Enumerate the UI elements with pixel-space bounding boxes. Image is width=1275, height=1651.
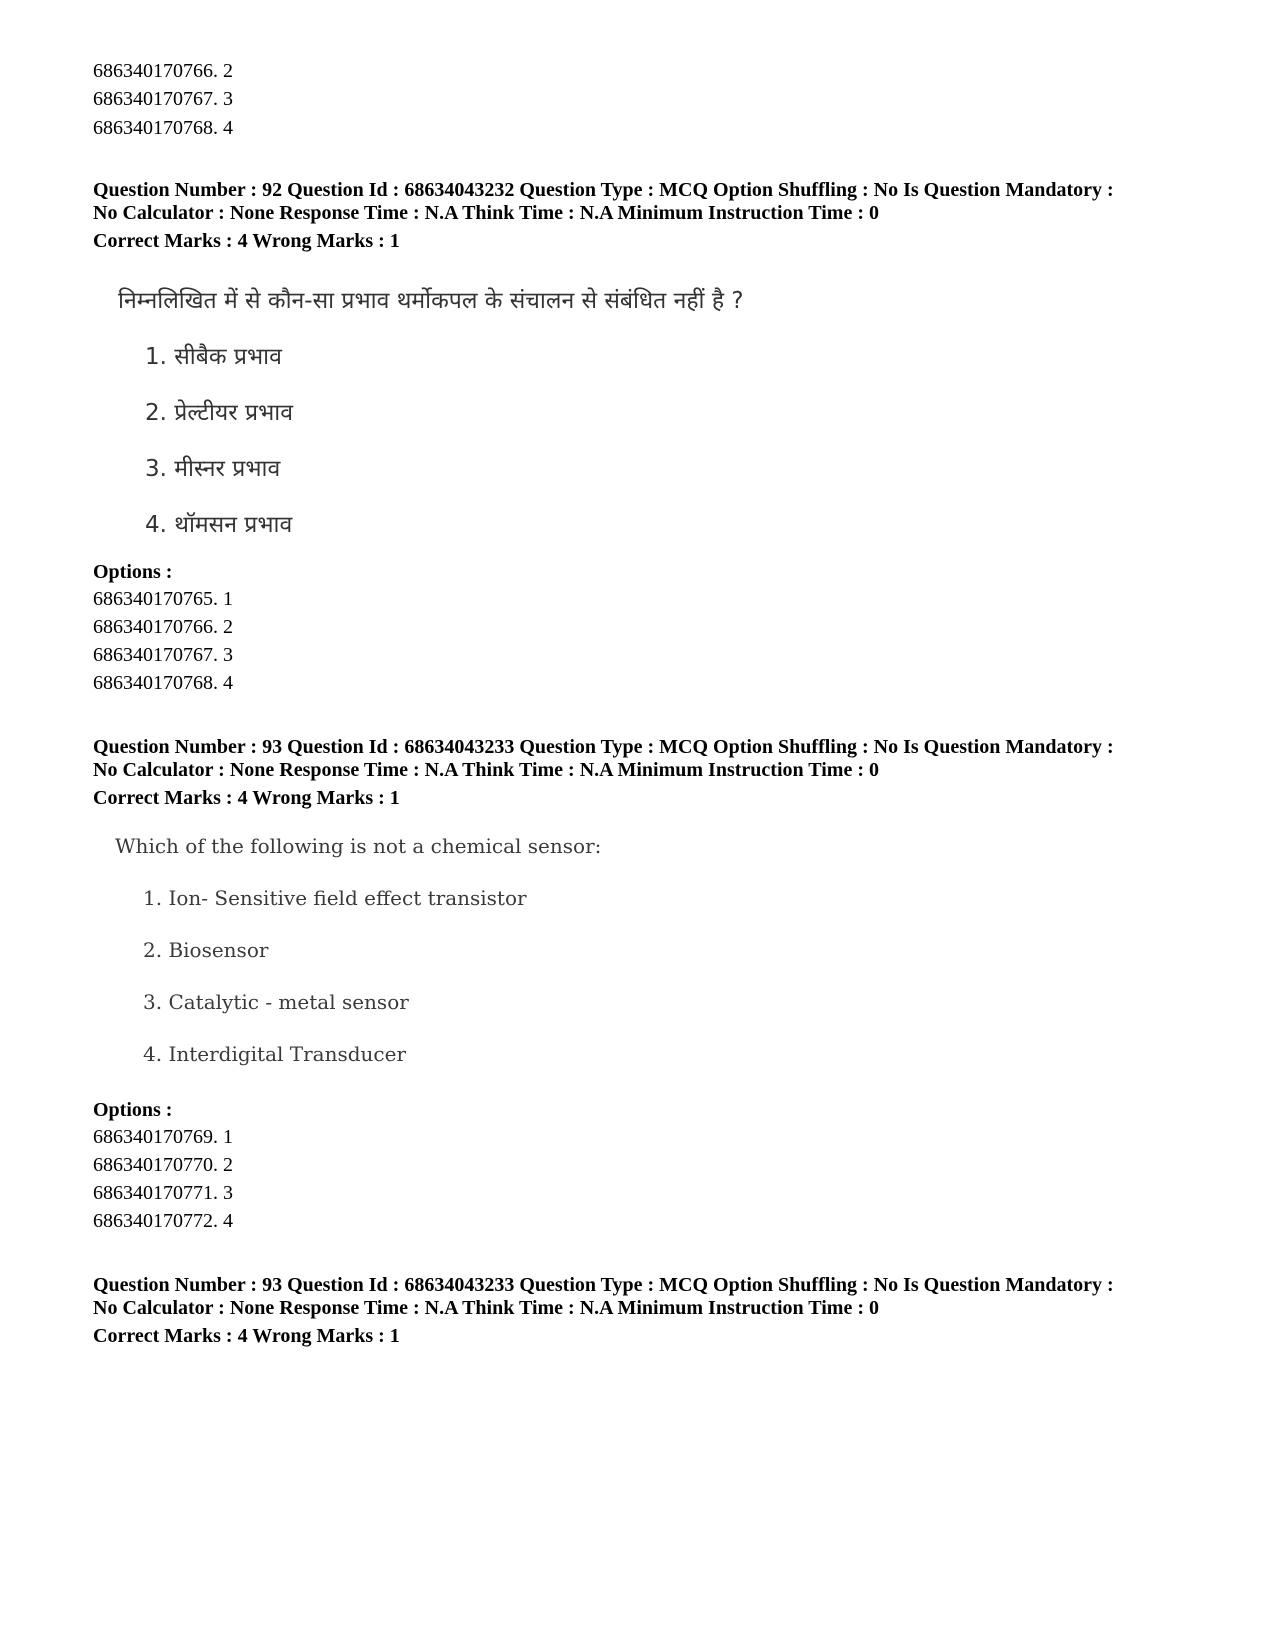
choice-item: 3. मीस्नर प्रभाव: [145, 456, 281, 482]
question-header-line2: No Calculator : None Response Time : N.A Think Time : N.A Minimum Instruction Time : 0: [93, 759, 879, 781]
option-line: 686340170769. 1: [93, 1126, 233, 1148]
question-marks: Correct Marks : 4 Wrong Marks : 1: [93, 1325, 400, 1347]
question-header-line1: Question Number : 92 Question Id : 68634043232 Question Type : MCQ Option Shuffling : No Is Question Mandatory :: [93, 179, 1114, 201]
question-header-line2: No Calculator : None Response Time : N.A Think Time : N.A Minimum Instruction Time : 0: [93, 1297, 879, 1319]
choice-item: 1. Ion- Sensitive field effect transistor: [143, 886, 527, 910]
option-line: 686340170765. 1: [93, 588, 233, 610]
question-marks: Correct Marks : 4 Wrong Marks : 1: [93, 230, 400, 252]
question-text: निम्नलिखित में से कौन-सा प्रभाव थर्मोकपल के संचालन से संबंधित नहीं है ?: [118, 288, 744, 314]
options-label: Options :: [93, 561, 173, 583]
choice-item: 2. प्रेल्टीयर प्रभाव: [145, 400, 293, 426]
option-line: 686340170766. 2: [93, 616, 233, 638]
option-line: 686340170766. 2: [93, 60, 233, 82]
option-line: 686340170767. 3: [93, 644, 233, 666]
option-line: 686340170772. 4: [93, 1210, 233, 1232]
option-line: 686340170768. 4: [93, 672, 233, 694]
choice-item: 2. Biosensor: [143, 938, 269, 962]
question-header-line1: Question Number : 93 Question Id : 68634043233 Question Type : MCQ Option Shuffling : No Is Question Mandatory :: [93, 1274, 1114, 1296]
question-image: [93, 830, 613, 1075]
choice-item: 1. सीबैक प्रभाव: [145, 344, 282, 370]
question-header-line2: No Calculator : None Response Time : N.A Think Time : N.A Minimum Instruction Time : 0: [93, 202, 879, 224]
choice-item: 3. Catalytic - metal sensor: [143, 990, 409, 1014]
question-image: [93, 275, 773, 545]
choice-item: 4. Interdigital Transducer: [143, 1042, 407, 1066]
option-line: 686340170767. 3: [93, 88, 233, 110]
option-line: 686340170771. 3: [93, 1182, 233, 1204]
options-label: Options :: [93, 1099, 173, 1121]
option-line: 686340170768. 4: [93, 117, 233, 139]
option-line: 686340170770. 2: [93, 1154, 233, 1176]
question-text: Which of the following is not a chemical sensor:: [115, 834, 602, 858]
question-marks: Correct Marks : 4 Wrong Marks : 1: [93, 787, 400, 809]
choice-item: 4. थॉमसन प्रभाव: [145, 512, 293, 538]
question-header-line1: Question Number : 93 Question Id : 68634043233 Question Type : MCQ Option Shuffling : No Is Question Mandatory :: [93, 736, 1114, 758]
